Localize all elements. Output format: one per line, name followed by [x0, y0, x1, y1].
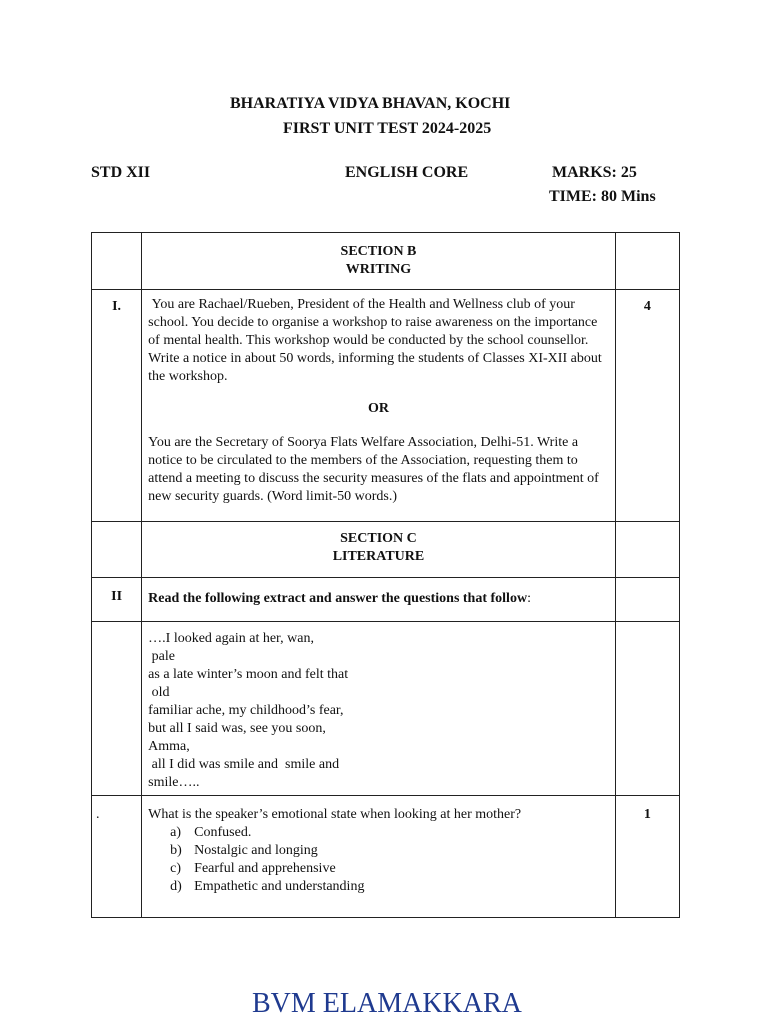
option-letter: b)	[170, 843, 182, 858]
empty-cell	[92, 233, 142, 290]
question-1-number: I.	[92, 290, 142, 522]
time-label: TIME: 80 Mins	[549, 188, 656, 205]
option-letter: a)	[170, 825, 182, 840]
question-1-marks: 4	[615, 290, 679, 522]
empty-cell	[92, 522, 142, 578]
extract-row	[92, 622, 680, 796]
option-letter: c)	[170, 861, 182, 876]
standard-label: STD XII	[91, 164, 151, 181]
section-b-row	[92, 233, 680, 290]
question-1-text-b: You are the Secretary of Soorya Flats Welfare Association, Delhi-51. Write a notice to be circulated to the members of the Association, requesting them to attend a meeting to discuss the security measures of the flats and appointment of new security guards. (Word limit-50 words.)	[148, 435, 599, 504]
option-text: Empathetic and understanding	[194, 879, 365, 894]
section-c-subtitle: LITERATURE	[332, 549, 425, 564]
empty-cell	[92, 622, 142, 796]
poem-line: but all I said was, see you soon,	[148, 721, 326, 736]
poem-line: as a late winter’s moon and felt that	[148, 667, 349, 682]
mcq-number: .	[92, 796, 142, 918]
poem-line: all I did was smile and smile and	[148, 757, 340, 772]
poem-line: ….I looked again at her, wan,	[148, 631, 314, 646]
mcq-options	[148, 824, 609, 896]
poem-line: smile…..	[148, 775, 200, 790]
mcq-option	[170, 878, 609, 896]
empty-cell	[615, 233, 679, 290]
mcq-option	[170, 860, 609, 878]
section-b-heading	[142, 233, 616, 290]
poem-extract	[142, 622, 616, 796]
empty-cell	[615, 522, 679, 578]
option-text: Fearful and apprehensive	[194, 861, 336, 876]
mcq-row	[92, 796, 680, 918]
section-c-title: SECTION C	[340, 531, 417, 546]
section-c-row	[92, 522, 680, 578]
marks-label: MARKS: 25	[552, 164, 637, 181]
question-2-instruction-cell	[142, 578, 616, 622]
mcq-body	[142, 796, 616, 918]
or-label: OR	[367, 401, 389, 416]
question-2-row	[92, 578, 680, 622]
school-name: BHARATIYA VIDYA BHAVAN, KOCHI	[230, 95, 511, 112]
empty-cell	[615, 622, 679, 796]
option-text: Nostalgic and longing	[194, 843, 318, 858]
option-text: Confused.	[194, 825, 252, 840]
instruction-colon: :	[527, 591, 531, 606]
section-c-heading	[142, 522, 616, 578]
question-2-number: II	[92, 578, 142, 622]
section-b-title: SECTION B	[340, 244, 417, 259]
poem-line: Amma,	[148, 739, 190, 754]
question-table	[91, 232, 680, 918]
mcq-marks: 1	[615, 796, 679, 918]
question-1-row	[92, 290, 680, 522]
poem-line: old	[148, 685, 170, 700]
question-1-body	[142, 290, 616, 522]
exam-title: FIRST UNIT TEST 2024-2025	[283, 120, 492, 137]
subject-label: ENGLISH CORE	[345, 164, 469, 181]
question-1-text-a: You are Rachael/Rueben, President of the Health and Wellness club of your school. You decide to organise a workshop to raise awareness on the importance of mental health. This workshop would be conducted by the school counsellor. Write a notice in about 50 words, informing the students of Classes XI-XII about the workshop.	[148, 297, 606, 384]
mcq-option	[170, 842, 609, 860]
mcq-question: What is the speaker’s emotional state when looking at her mother?	[148, 807, 522, 822]
section-b-subtitle: WRITING	[345, 262, 412, 277]
poem-line: familiar ache, my childhood’s fear,	[148, 703, 344, 718]
mcq-option	[170, 824, 609, 842]
question-2-instruction: Read the following extract and answer the questions that follow	[148, 591, 528, 606]
poem-line: pale	[148, 649, 175, 664]
footer-label: BVM ELAMAKKARA	[252, 988, 522, 1019]
option-letter: d)	[170, 879, 182, 894]
empty-cell	[615, 578, 679, 622]
